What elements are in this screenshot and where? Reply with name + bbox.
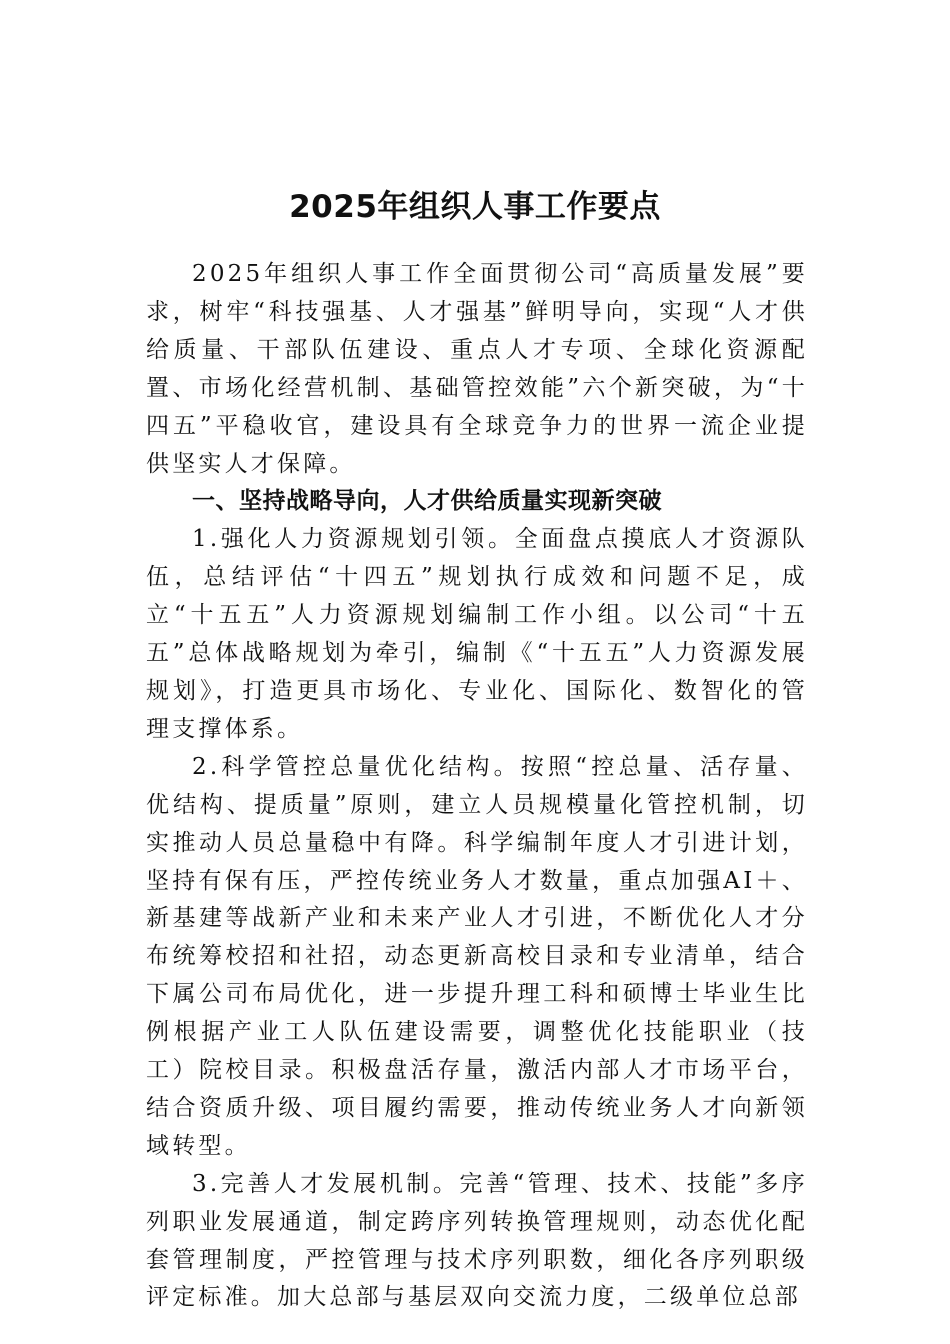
item-paragraph-1: 1.强化人力资源规划引领。全面盘点摸底人才资源队伍，总结评估“十四五”规划执行成效和问题不足，成立“十五五”人力资源规划编制工作小组。以公司“十五五”总体战略规划为牵引，编制《“十五五”人力资源发展规划》，打造更具市场化、专业化、国际化、数智化的管理支撑体系。 bbox=[146, 526, 808, 742]
document-title: 2025年组织人事工作要点 bbox=[289, 188, 661, 225]
item-paragraph-3: 3.完善人才发展机制。完善“管理、技术、技能”多序列职业发展通道，制定跨序列转换管理规则，动态优化配套管理制度，严控管理与技术序列职数，细化各序列职级评定标准。加大总部与基层双向交流力度，二级单位总部 bbox=[146, 1170, 808, 1311]
section-heading: 一、坚持战略导向，人才供给质量实现新突破 bbox=[192, 488, 662, 515]
document-body bbox=[146, 256, 808, 1317]
intro-paragraph: 2025年组织人事工作全面贯彻公司“高质量发展”要求，树牢“科技强基、人才强基”鲜明导向，实现“人才供给质量、干部队伍建设、重点人才专项、全球化资源配置、市场化经营机制、基础管控效能”六个新突破，为“十四五”平稳收官，建设具有全球竞争力的世界一流企业提供坚实人才保障。 bbox=[146, 261, 808, 477]
item-paragraph-2: 2.科学管控总量优化结构。按照“控总量、活存量、优结构、提质量”原则，建立人员规模量化管控机制，切实推动人员总量稳中有降。科学编制年度人才引进计划，坚持有保有压，严控传统业务人才数量，重点加强AI＋、新基建等战新产业和未来产业人才引进，不断优化人才分布统筹校招和社招，动态更新高校目录和专业清单，结合下属公司布局优化，进一步提升理工科和硕博士毕业生比例根据产业工人队伍建设需要，调整优化技能职业（技工）院校目录。积极盘活存量，激活内部人才市场平台，结合资质升级、项目履约需要，推动传统业务人才向新领域转型。 bbox=[146, 753, 808, 1159]
